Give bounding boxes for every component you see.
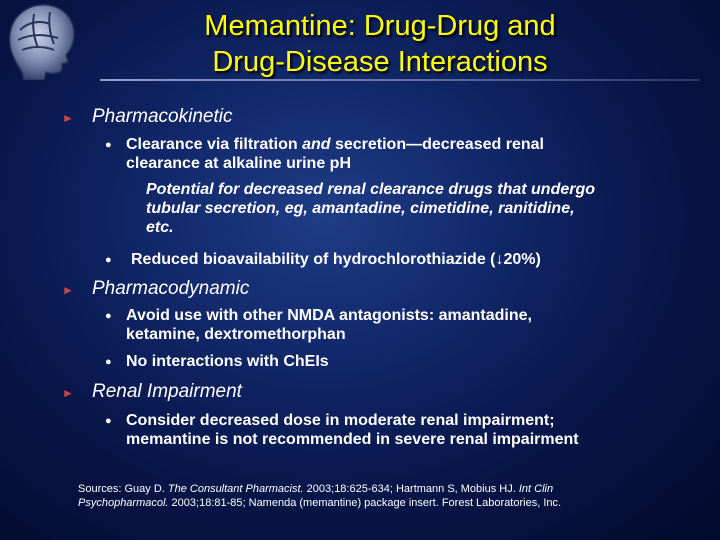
source-text: 2003;18:625-634; Hartmann S, Mobius HJ. <box>303 483 519 495</box>
slide-title <box>100 8 660 80</box>
sources-footnote <box>78 482 638 510</box>
bullet-bioavailability: Reduced bioavailability of hydrochlorothiazide (↓20%) <box>131 251 541 268</box>
bullet-text: clearance at alkaline urine pH <box>126 155 351 172</box>
dot-bullet-icon: ● <box>105 356 112 368</box>
dot-bullet-icon: ● <box>105 415 112 427</box>
source-journal: The Consultant Pharmacist. <box>167 483 304 495</box>
section-heading-renal-impairment: Renal Impairment <box>92 381 242 402</box>
arrow-bullet-icon: ► <box>62 283 74 297</box>
title-divider <box>100 79 700 81</box>
bullet-clearance <box>126 135 686 173</box>
bullet-text: Avoid use with other NMDA antagonists: amantadine, <box>126 307 532 324</box>
dot-bullet-icon: ● <box>105 310 112 322</box>
source-journal: Psychopharmacol. <box>78 497 169 509</box>
bullet-text: Consider decreased dose in moderate renal impairment; <box>126 412 555 429</box>
bullet-text: Clearance via filtration <box>126 136 303 153</box>
source-journal: Int Clin <box>518 483 554 495</box>
bullet-chei: No interactions with ChEIs <box>126 353 329 370</box>
section-heading-pharmacokinetic: Pharmacokinetic <box>92 106 233 127</box>
bullet-text: ketamine, dextromethorphan <box>126 326 346 343</box>
source-text: Sources: Guay D. <box>78 483 168 495</box>
title-line-2: Drug-Disease Interactions <box>212 46 548 78</box>
bullet-text-italic: and <box>302 136 331 153</box>
title-line-1: Memantine: Drug-Drug and <box>204 10 556 42</box>
arrow-bullet-icon: ► <box>62 386 74 400</box>
bullet-text: secretion—decreased renal <box>330 136 544 153</box>
sub-bullet-text: etc. <box>146 219 174 236</box>
sub-bullet-text: tubular secretion, eg, amantadine, cimetidine, ranitidine, <box>146 200 575 217</box>
bullet-nmda <box>126 306 686 344</box>
sub-bullet-text: Potential for decreased renal clearance drugs that undergo <box>146 181 596 198</box>
dot-bullet-icon: ● <box>105 139 112 151</box>
bullet-text: memantine is not recommended in severe renal impairment <box>126 431 579 448</box>
dot-bullet-icon: ● <box>105 254 112 266</box>
sub-bullet-potential <box>146 180 686 237</box>
section-heading-pharmacodynamic: Pharmacodynamic <box>92 278 250 299</box>
arrow-bullet-icon: ► <box>62 111 74 125</box>
source-text: 2003;18:81-85; Namenda (memantine) package insert. Forest Laboratories, Inc. <box>168 497 562 509</box>
bullet-renal-dose <box>126 411 686 449</box>
head-profile-icon <box>0 0 82 80</box>
